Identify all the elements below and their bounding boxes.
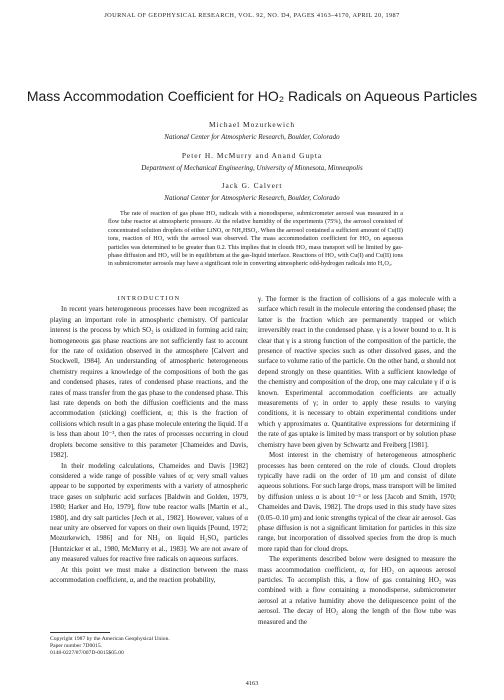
abstract-text: The rate of reaction of gas phase HO₂ radicals with a monodisperse, submicrometer aerosol was measured in a flow tube reactor at atmospheric pressure. At the relative humidity of the experiments (75%), the aerosol consisted of concentrated solution droplets of either LiNO₃ or NH₄HSO₄. When the aerosol contained a sufficient amount of Cu(II) ions, reaction of HO₂ with the aerosol was observed. The mass accommodation coefficient for HO₂ on aqueous particles was determined to be greater than 0.2. This implies that in clouds HO₂ mass transport will be limited by gas-phase diffusion and HO₂ will be in equilibrium at the gas-liquid interface. Reactions of HO₂ with Cu(I) and Cu(II) ions in submicrometer aerosols may have a significant role in converting atmospheric odd-hydrogen radicals into H₂O₂. [108,210,403,268]
paragraph: The experiments described below were designed to measure the mass accommodation coefficient, α, for HO₂ on aqueous aerosol particles. To accomplish this, a flow of gas containing HO₂ was combined with a flow containing a monodisperse, submicrometer aerosol at a relative humidity above the deliquescence point of the aerosol. The decay of HO₂ along the length of the flow tube was measured and the [258,555,456,626]
footnote-rule [50,632,110,633]
affiliation-2: Department of Mechanical Engineering, University of Minnesota, Minneapolis [141,164,363,172]
paper-number: Paper number 7D0015. [50,643,103,649]
section-heading-introduction: INTRODUCTION [117,295,181,302]
author-3: Jack G. Calvert [221,181,283,190]
copyright-footnote [50,632,248,657]
paragraph: γ. The former is the fraction of collisions of a gas molecule with a surface which result in the molecule entering the condensed phase; the latter is the fraction which are permanently trapped or which irreversibly react in the condensed phase. γ is a lower bound to α. It is clear that γ is a strong function of the composition of the particle, the presence of reactive species such as other dissolved gases, and the surface to volume ratio of the particle. On the other hand, α should not depend strongly on these quantities. With a sufficient knowledge of the chemistry and composition of the drop, one may calculate γ if α is known. Experimental accommodation coefficients are actually measurements of γ; in order to apply these results to varying conditions, it is necessary to obtain experimental conditions under which γ approximates α. Quantitative expressions for determining if the rate of gas uptake is limited by mass transport or by solution phase chemistry have been given by Schwartz and Freiberg [1981]. [258,295,456,449]
paper-title: Mass Accommodation Coefficient for HO₂ Radicals on Aqueous Particles [26,88,478,104]
paragraph: At this point we must make a distinction between the mass accommodation coefficient, α, and the reaction probability, [50,565,248,584]
issn-line: 0148-0227/87/007D-0015$05.00 [50,650,124,656]
affiliation-1: National Center for Atmospheric Research, Boulder, Colorado [164,133,340,141]
author-2: Peter H. McMurry and Anand Gupta [181,151,323,160]
copyright-line: Copyright 1987 by the American Geophysical Union. [50,636,170,642]
right-column [258,294,456,627]
abstract [108,210,403,269]
author-1: Michael Mozurkewich [208,120,296,129]
page-number: 4163 [245,680,259,687]
left-column [50,294,248,585]
journal-header: JOURNAL OF GEOPHYSICAL RESEARCH, VOL. 92, NO. D4, PAGES 4163–4170, APRIL 20, 1987 [104,12,400,19]
affiliation-3: National Center for Atmospheric Research, Boulder, Colorado [164,194,340,202]
paragraph: In recent years heterogeneous processes have been recognized as playing an important role in atmospheric chemistry. Of particular interest is the process by which SO₂ is oxidized in forming acid rain; homogeneous gas phase reactions are not sufficiently fast to account for the rate of oxidation observed in the atmosphere [Calvert and Stockwell, 1984]. An understanding of atmospheric heterogeneous chemistry requires a knowledge of the compositions of both the gas and condensed phases, rates of condensed phase reactions, and the rates of mass transfer from the gas phase to the condensed phase. This last rate depends on both the diffusion coefficients and the mass accommodation (sticking) coefficient, α; this is the fraction of collisions which result in a gas phase molecule entering the liquid. If α is less than about 10⁻³, then the rates of processes occurring in cloud droplets become sensitive to this parameter [Chameides and Davis, 1982]. [50,305,248,460]
paragraph: In their modeling calculations, Chameides and Davis [1982] considered a wide range of possible values of α; very small values appear to be supported by experiments with a variety of atmospheric trace gases on sulphuric acid surfaces [Baldwin and Golden, 1979, 1980; Harker and Ho, 1979], flow tube reactor walls [Martin et al., 1980], and dry salt particles [Jech et al., 1982]. However, values of α near unity are observed for vapors on their own liquids [Pound, 1972; Mozurkewich, 1986] and for NH₃ on liquid H₂SO₄ particles [Huntzicker et al., 1980, McMurry et al., 1983]. We are not aware of any measured values for reactive free radicals on aqueous surfaces. [50,461,248,564]
paragraph: Most interest in the chemistry of heterogeneous atmospheric processes has been centered on the role of clouds. Cloud droplets typically have radii on the order of 10 μm and consist of dilute aqueous solutions. For such large drops, mass transport will be limited by diffusion unless α is about 10⁻³ or less [Jacob and Smith, 1970; Chameides and Davis, 1982]. The drops used in this study have sizes (0.05–0.10 μm) and ionic strengths typical of the clear air aerosol. Gas phase diffusion is not a significant limitation for particles in this size range, but incorporation of dissolved species from the drop is much more rapid than for cloud drops. [258,451,456,553]
